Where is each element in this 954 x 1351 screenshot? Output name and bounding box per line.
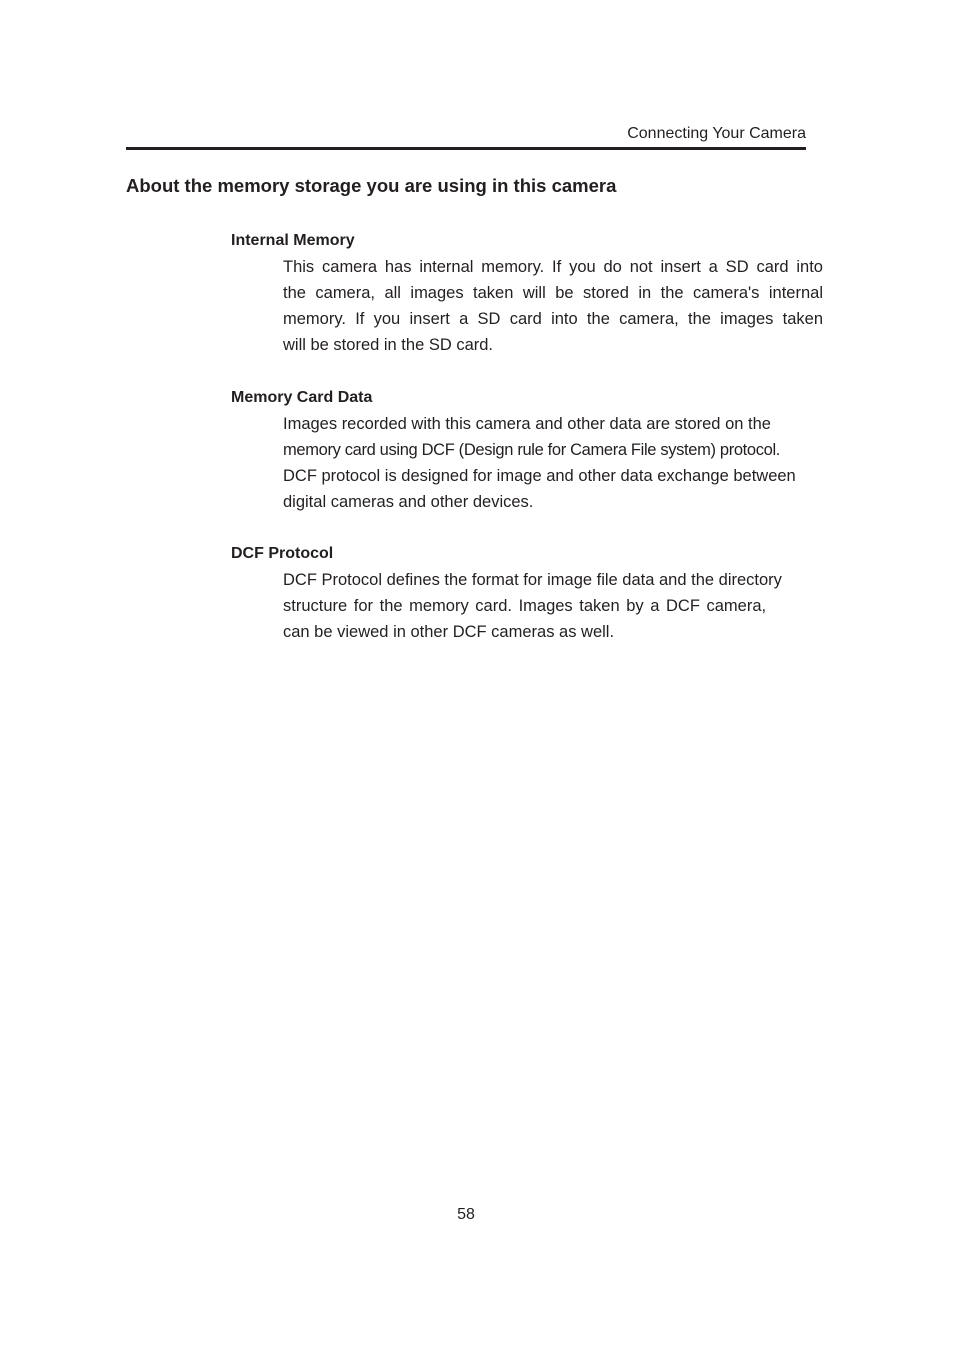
subsection-dcf-protocol [231, 544, 831, 645]
body-line: structure for the memory card. Images taken by a DCF camera, [283, 597, 767, 615]
running-header-title: Connecting Your Camera [627, 125, 806, 142]
running-header [126, 124, 806, 150]
subsection-heading: Internal Memory [231, 232, 355, 249]
subsection-heading: Memory Card Data [231, 389, 373, 406]
body-line: memory card using DCF (Design rule for Camera File system) protocol. [283, 441, 781, 459]
subsection-internal-memory [231, 231, 831, 358]
subsection-body [283, 254, 823, 358]
body-line: the camera, all images taken will be stored in the camera's internal [283, 284, 823, 302]
body-line: can be viewed in other DCF cameras as well. [283, 623, 615, 641]
body-line: This camera has internal memory. If you do not insert a SD card into [283, 258, 823, 276]
subsection-heading: DCF Protocol [231, 545, 334, 562]
subsection-body [283, 567, 823, 645]
body-line: will be stored in the SD card. [283, 336, 494, 354]
subsection-memory-card-data [231, 388, 831, 515]
body-line: Images recorded with this camera and other data are stored on the [283, 415, 771, 433]
section-title: About the memory storage you are using in this camera [126, 175, 617, 196]
body-line: digital cameras and other devices. [283, 493, 534, 511]
body-line: DCF Protocol defines the format for image file data and the directory [283, 571, 782, 589]
body-line: memory. If you insert a SD card into the camera, the images taken [283, 310, 823, 328]
subsection-body [283, 411, 823, 515]
body-line: DCF protocol is designed for image and other data exchange between [283, 467, 796, 485]
page-number: 58 [457, 1206, 475, 1223]
